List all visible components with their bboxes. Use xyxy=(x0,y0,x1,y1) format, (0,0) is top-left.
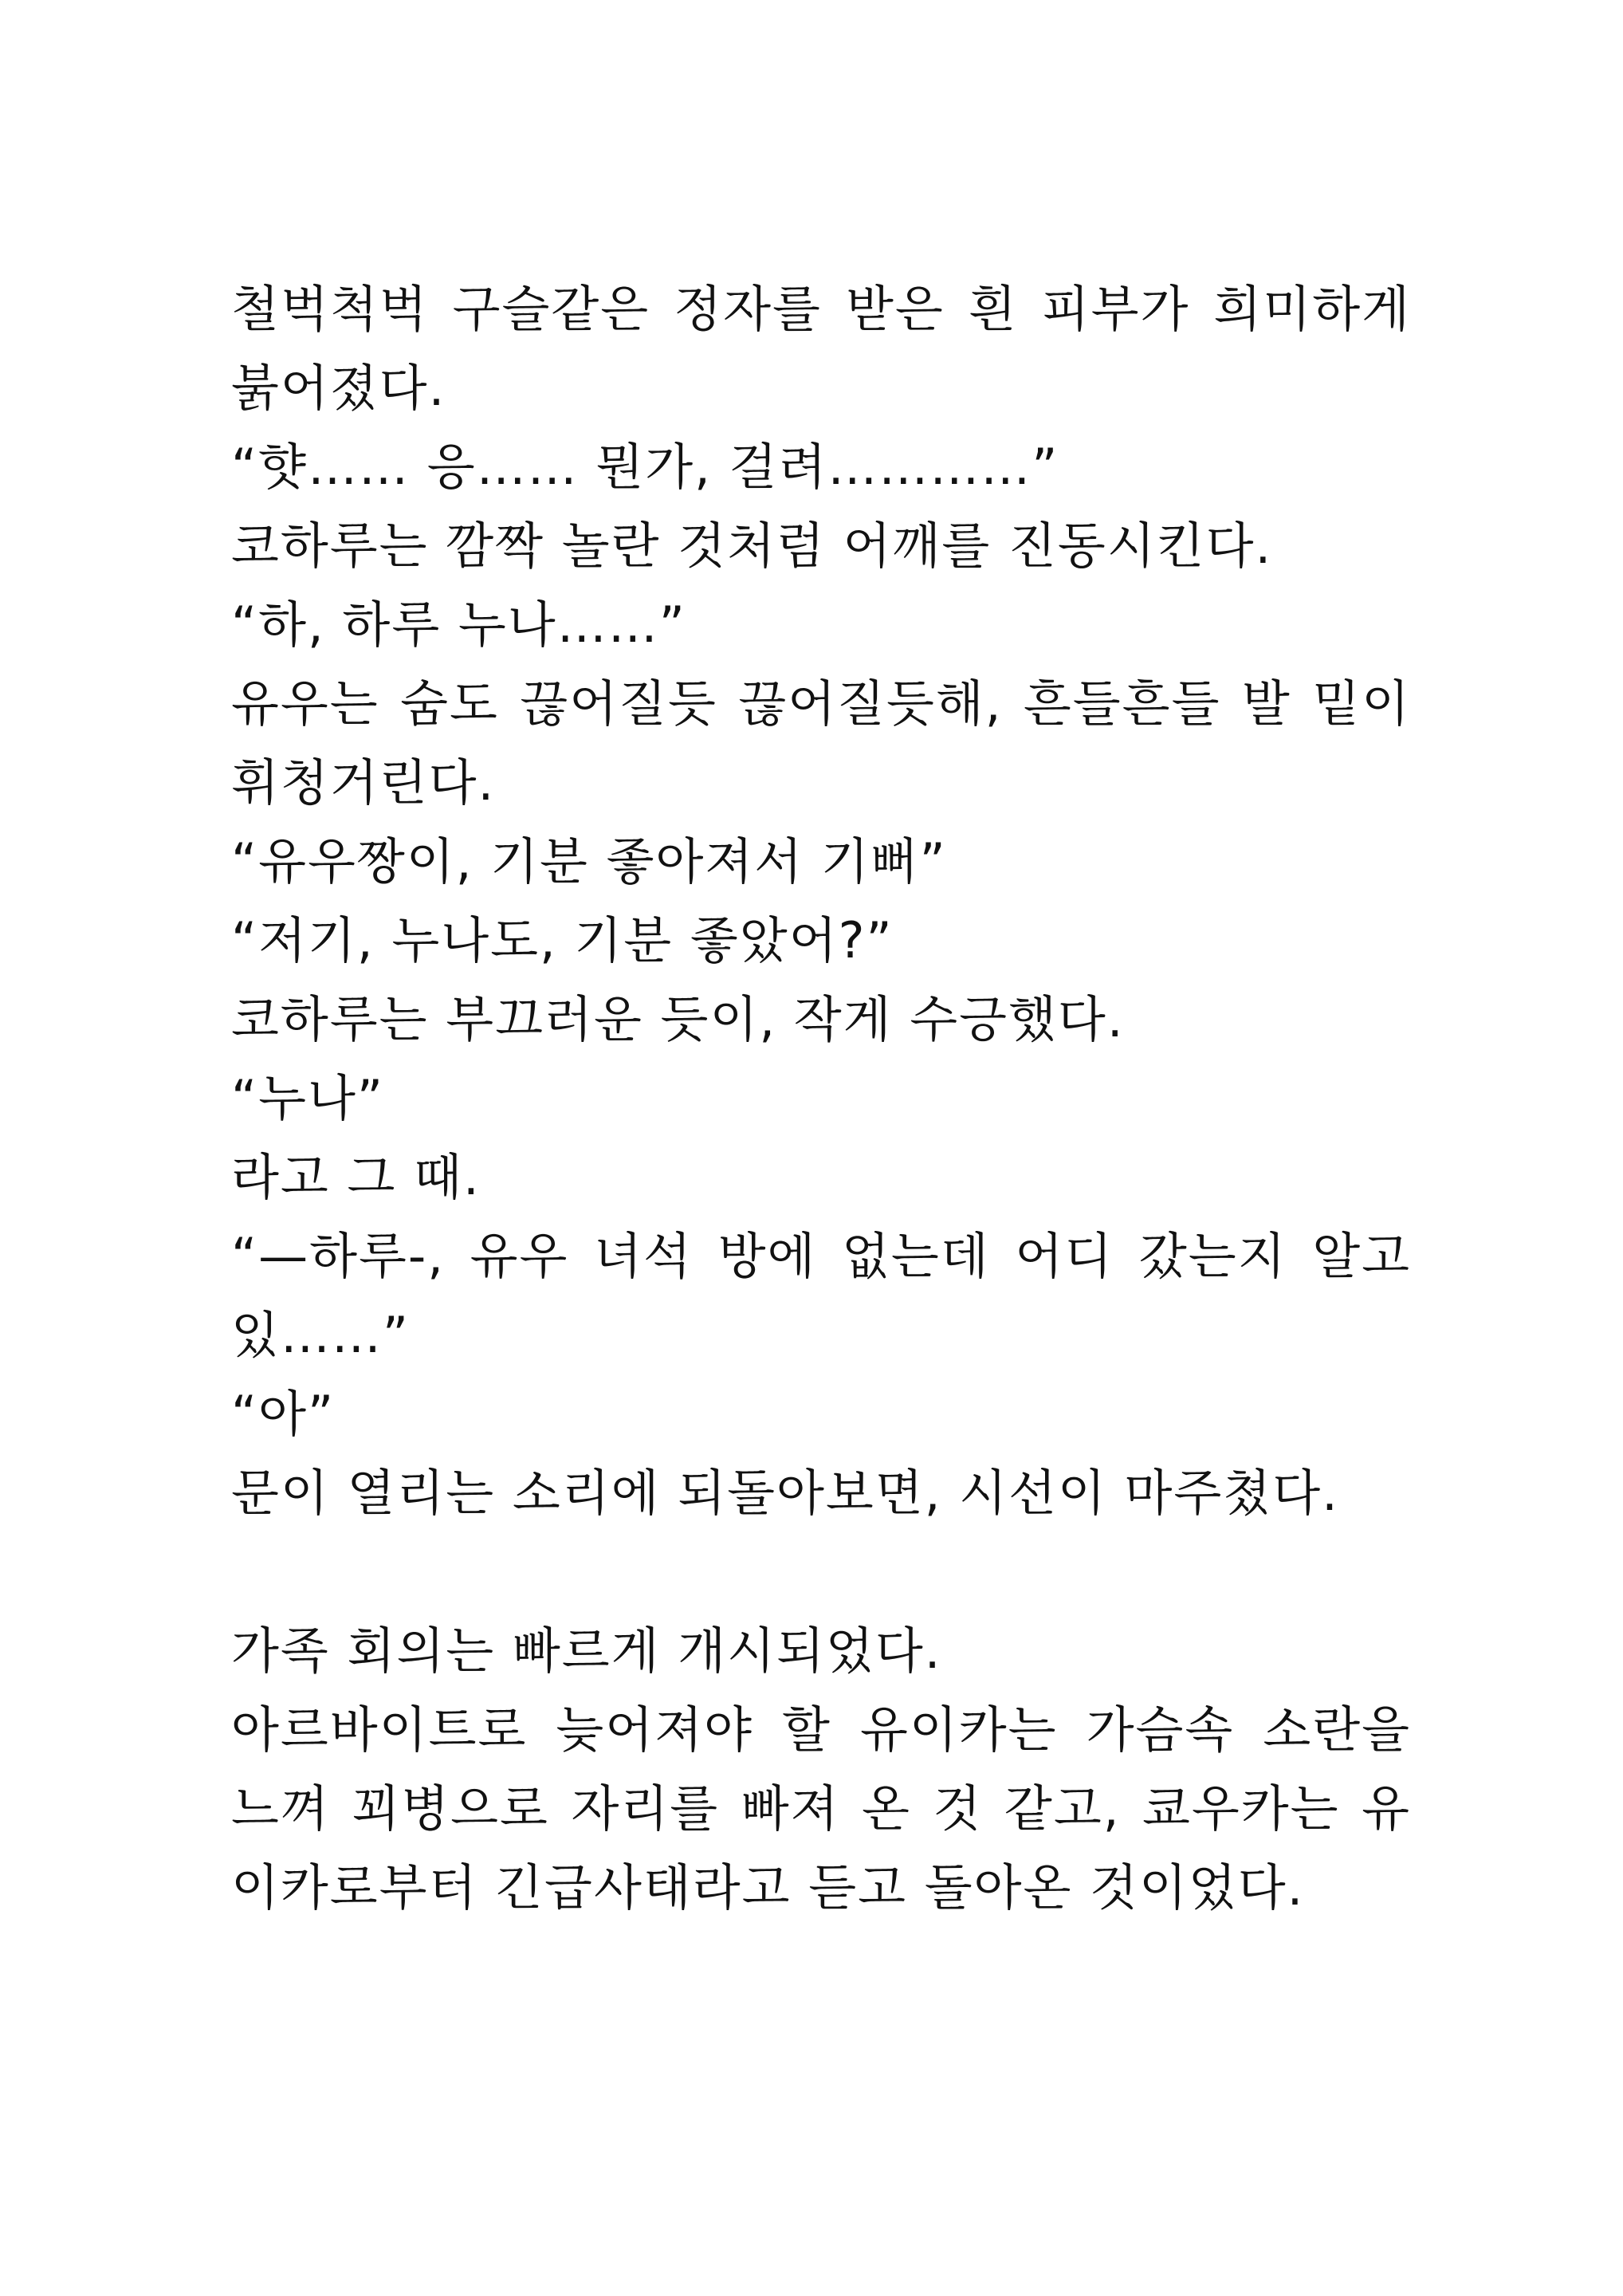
blank-line xyxy=(231,1532,1411,1611)
text-line: 철벅척벅 구슬같은 정자를 받은 흰 피부가 희미하게 xyxy=(231,280,1411,338)
text-line: 이카로부터 긴급사태라고 듣고 돌아온 것이었다. xyxy=(231,1858,1305,1917)
text-line: “누나” xyxy=(231,1069,385,1127)
text-line: 유우는 숨도 끊어질듯 끊어질듯해, 흔들흔들 발 밑이 xyxy=(231,674,1411,733)
text-line: “하, 하루 누나……” xyxy=(231,596,686,654)
text-line: 가족 회의는 빠르게 개시되었다. xyxy=(231,1622,942,1680)
text-line: 코하루는 깜짝 놀란 것처럼 어깨를 진동시킨다. xyxy=(231,517,1273,575)
text-line: 있……” xyxy=(231,1306,411,1364)
text-line: 느껴 꾀병으로 자리를 빠져 온 것 같고, 쿄우카는 유 xyxy=(231,1779,1411,1838)
text-line: “햣…… 응…… 뭔가, 걸려…………” xyxy=(231,438,1059,496)
text-line: 코하루는 부끄러운 듯이, 작게 수긍했다. xyxy=(231,990,1125,1048)
text-line: 휘청거린다. xyxy=(231,753,496,812)
text-line: “아” xyxy=(231,1385,336,1443)
text-line: 아르바이트로 늦어져야 할 유이카는 가슴속 소란을 xyxy=(231,1700,1411,1759)
body-text xyxy=(231,269,1411,1927)
text-line: “—하루-, 유우 녀석 방에 없는데 어디 갔는지 알고 xyxy=(231,1227,1411,1285)
text-line: “저기, 누나도, 기분 좋았어?” xyxy=(231,911,894,969)
text-line: 문이 열리는 소리에 되돌아보면, 시선이 마주쳤다. xyxy=(231,1464,1339,1522)
text-line: 붉어졌다. xyxy=(231,359,446,417)
text-line: 라고 그 때. xyxy=(231,1148,481,1206)
text-line: “유우짱이, 기분 좋아져서 기뻐” xyxy=(231,832,947,890)
